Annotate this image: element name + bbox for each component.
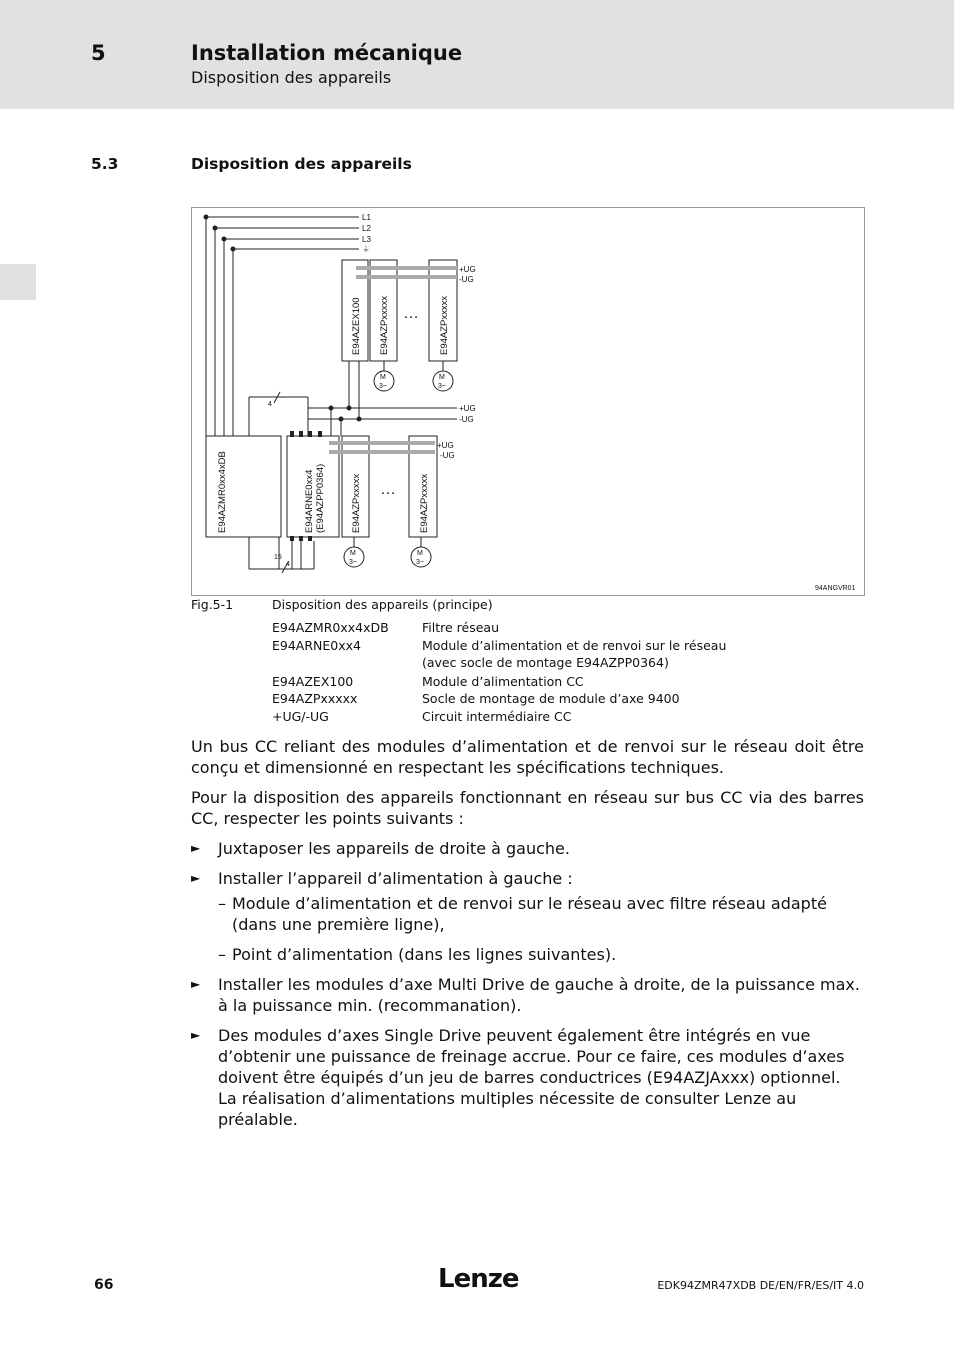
motor-top-2-m: M (439, 374, 445, 381)
figure-legend (272, 619, 872, 725)
motor-top-1-phase: 3~ (379, 383, 387, 390)
legend-code: E94ARNE0xx4 (272, 637, 361, 653)
wire-number-c: 4 (286, 561, 290, 568)
bullet-arrow-icon: ► (191, 977, 201, 991)
chapter-subtitle: Disposition des appareils (191, 68, 392, 87)
motor-top-2-phase: 3~ (438, 383, 446, 390)
dash-text: Point d’alimentation (dans les lignes suivantes). (232, 945, 617, 964)
motor-bottom-2-phase: 3~ (416, 559, 424, 566)
label-top-minus-ug: -UG (459, 275, 474, 284)
bottom-ellipsis: … (380, 481, 396, 498)
label-bottom-axis-2: E94AZPxxxxx (419, 473, 430, 533)
chapter-number: 5 (91, 41, 106, 65)
header-band (0, 0, 954, 109)
label-mid-minus-ug: -UG (459, 415, 474, 424)
legend-desc: Filtre réseau (422, 620, 499, 635)
dash-marker: – (218, 945, 226, 964)
chapter-title: Installation mécanique (191, 41, 463, 65)
legend-row (272, 619, 872, 637)
label-top-device-3: E94AZPxxxxx (439, 295, 450, 355)
legend-code: +UG/-UG (272, 708, 329, 724)
label-l1: L1 (362, 213, 371, 222)
bullet-text: Installer les modules d’axe Multi Drive de gauche à droite, de la puissance max. à la puissance min. (recommanation). (218, 975, 860, 1015)
label-bottom-minus-ug: -UG (440, 451, 455, 460)
dash-marker: – (218, 894, 226, 913)
wire-number-b: 15 (274, 554, 282, 561)
label-mid-plus-ug: +UG (459, 404, 476, 413)
label-pe: ⏚ (362, 245, 370, 254)
legend-code: E94AZMR0xx4xDB (272, 620, 389, 635)
legend-desc: Socle de montage de module d’axe 9400 (422, 691, 680, 706)
chapter-side-tab (0, 264, 36, 300)
label-supply-line2: (E94AZPP0364) (315, 463, 326, 533)
wire-number-a: 4 (268, 401, 272, 408)
lenze-logo: Lenze (438, 1264, 519, 1294)
section-title: Disposition des appareils (191, 155, 412, 173)
label-top-device-2: E94AZPxxxxx (379, 295, 390, 355)
device-layout-diagram (191, 207, 865, 596)
motor-bottom-2-m: M (417, 550, 423, 557)
mains-lines (206, 217, 359, 436)
body-text (191, 736, 864, 1139)
bullet-arrow-icon: ► (191, 841, 201, 855)
dash-text: Module d’alimentation et de renvoi sur le réseau avec filtre réseau adapté (dans une première ligne), (232, 894, 827, 934)
legend-code: E94AZPxxxxx (272, 691, 358, 706)
sub-list (191, 893, 864, 965)
bullet-text: Des modules d’axes Single Drive peuvent également être intégrés en vue d’obtenir une puissance de freinage accrue. Pour ce faire, ces modules d’axes doivent être équipés d’un jeu de barres conductrices (E94AZJAxxx) optionnel. La réalisation d’alimentations multiples nécessite de consulter Lenze au préalable. (218, 1026, 845, 1129)
label-supply-line1: E94ARNE0xx4 (304, 469, 315, 533)
label-l2: L2 (362, 224, 371, 233)
label-top-device-1: E94AZEX100 (351, 297, 362, 355)
motor-top-1-m: M (380, 374, 386, 381)
legend-row (272, 637, 872, 655)
label-l3: L3 (362, 235, 371, 244)
top-ellipsis: … (403, 305, 419, 322)
bullet-arrow-icon: ► (191, 1028, 201, 1042)
paragraph-arrangement-intro: Pour la disposition des appareils fonctionnant en réseau sur bus CC via des barres CC, respecter les points suivants : (191, 788, 864, 828)
dash-item (218, 893, 864, 935)
mains-junctions (204, 215, 236, 252)
legend-desc: Circuit intermédiaire CC (422, 708, 572, 724)
legend-desc: (avec socle de montage E94AZPP0364) (422, 655, 669, 670)
bullet-item (191, 974, 864, 1016)
document-id: EDK94ZMR47XDB DE/EN/FR/ES/IT 4.0 (657, 1279, 864, 1292)
page-number: 66 (94, 1277, 114, 1293)
label-filter: E94AZMR0xx4xDB (217, 451, 228, 533)
legend-row (272, 654, 872, 673)
legend-code: E94AZEX100 (272, 673, 354, 689)
motor-bottom-1-m: M (350, 550, 356, 557)
bullet-arrow-icon: ► (191, 871, 201, 885)
legend-row (272, 690, 872, 708)
label-top-plus-ug: +UG (459, 265, 476, 274)
bullet-text: Juxtaposer les appareils de droite à gauche. (218, 839, 570, 858)
bullet-item (191, 868, 864, 889)
bullet-item (191, 1025, 864, 1130)
dash-item (218, 944, 864, 965)
section-number: 5.3 (91, 155, 119, 173)
legend-desc: Module d’alimentation et de renvoi sur le réseau (422, 637, 727, 653)
bullet-item (191, 838, 864, 859)
motor-bottom-1-phase: 3~ (349, 559, 357, 566)
bullet-text: Installer l’appareil d’alimentation à gauche : (218, 869, 573, 888)
legend-row (272, 708, 872, 726)
legend-row (272, 673, 872, 691)
legend-desc: Module d’alimentation CC (422, 673, 584, 689)
figure-caption-text: Disposition des appareils (principe) (272, 597, 493, 612)
label-bottom-plus-ug: +UG (437, 441, 454, 450)
figure-id: 94ANGVR01 (815, 585, 856, 592)
paragraph-bus-design: Un bus CC reliant des modules d’alimentation et de renvoi sur le réseau doit être conçu et dimensionné en respectant les spécifications techniques. (191, 737, 864, 777)
figure-caption-label: Fig.5-1 (191, 597, 234, 612)
label-bottom-axis-1: E94AZPxxxxx (351, 473, 362, 533)
